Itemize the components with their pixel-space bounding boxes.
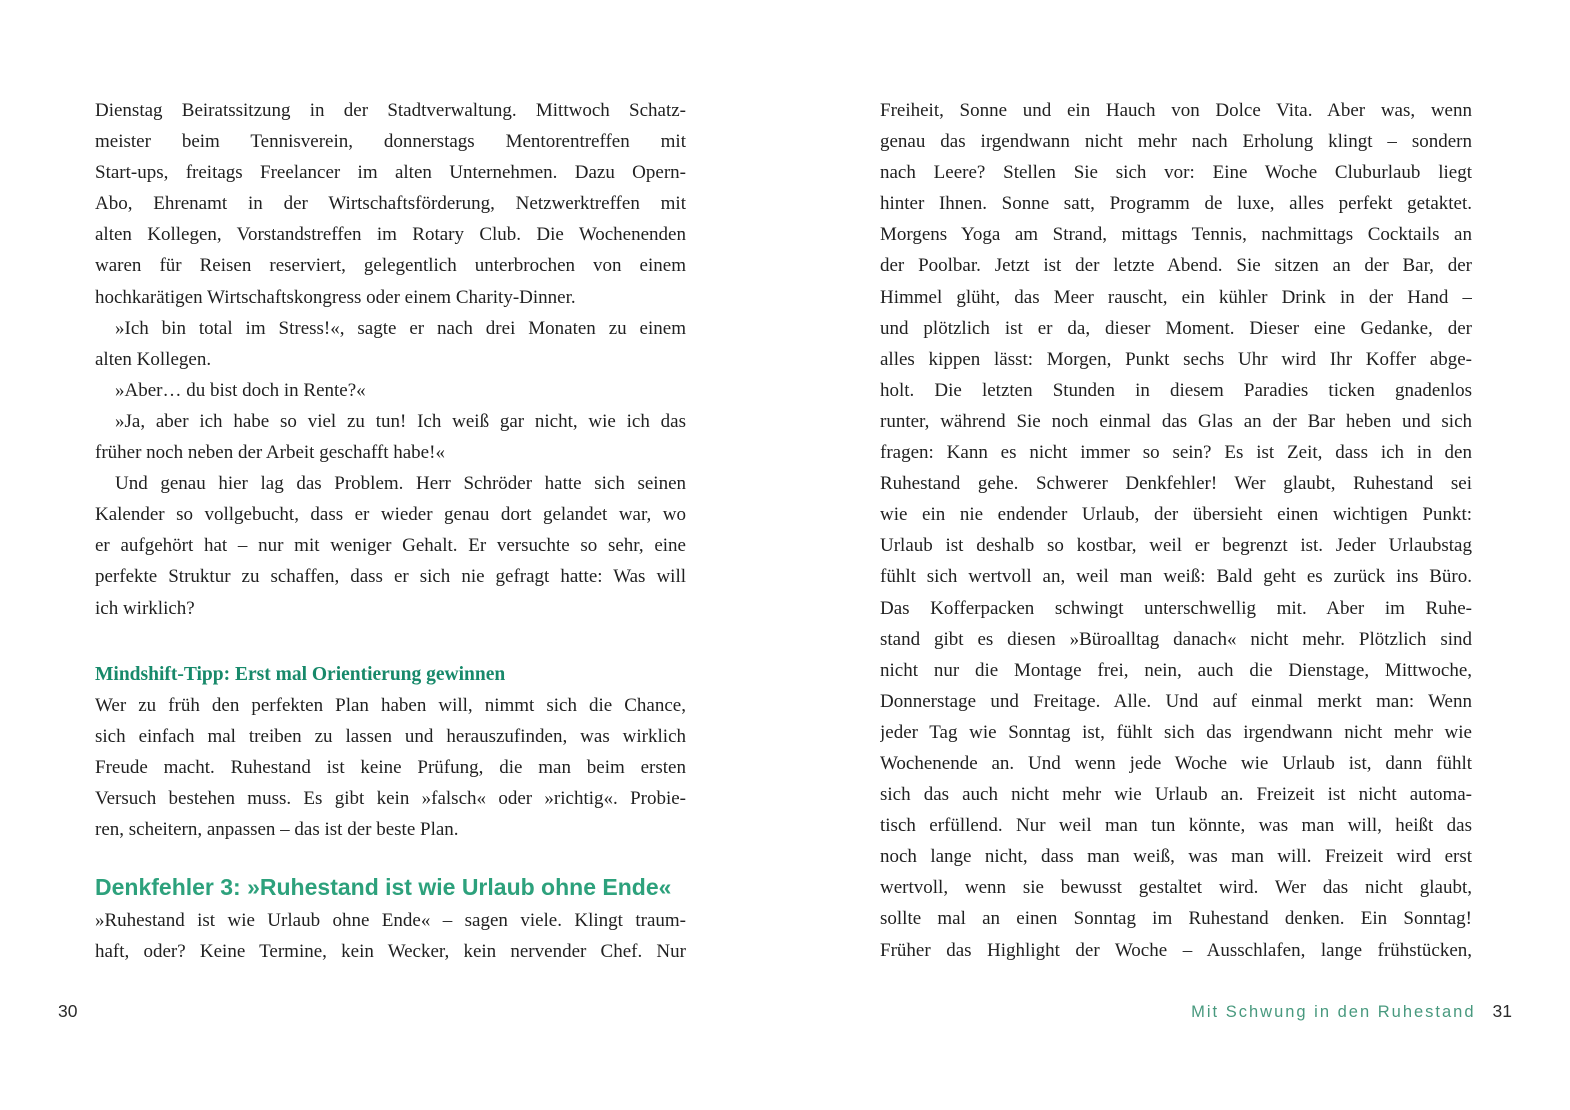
- text-line: Morgens Yoga am Strand, mittags Tennis, nachmittags Cocktails an: [880, 224, 1472, 246]
- text-line: Das Kofferpacken schwingt unterschwellig mit. Aber im Ruhe-: [880, 597, 1472, 619]
- text-line: runter, während Sie noch einmal das Glas an der Bar heben und sich: [880, 410, 1472, 432]
- text-line: »Aber… du bist doch in Rente?«: [115, 379, 366, 401]
- text-line: sich einfach mal treiben zu lassen und herauszufinden, was wirklich: [95, 725, 686, 747]
- text-line: und plötzlich ist er da, dieser Moment. Dieser eine Gedanke, der: [880, 317, 1472, 339]
- text-line: waren für Reisen reserviert, gelegentlich unterbrochen von einem: [95, 255, 686, 277]
- text-line: Freude macht. Ruhestand ist keine Prüfung, die man beim ersten: [95, 756, 686, 778]
- text-line: Kalender so vollgebucht, dass er wieder genau dort gelandet war, wo: [95, 504, 686, 526]
- text-line: Abo, Ehrenamt in der Wirtschaftsförderung, Netzwerktreffen mit: [95, 193, 686, 215]
- text-line: nicht nur die Montage frei, nein, auch die Dienstage, Mittwoche,: [880, 659, 1472, 681]
- text-line: ren, scheitern, anpassen – das ist der beste Plan.: [95, 818, 459, 840]
- text-line: nach Leere? Stellen Sie sich vor: Eine Woche Cluburlaub liegt: [880, 162, 1472, 184]
- text-line: Und genau hier lag das Problem. Herr Schröder hatte sich seinen: [115, 473, 686, 495]
- text-line: perfekte Struktur zu schaffen, dass er sich nie gefragt hatte: Was will: [95, 566, 686, 588]
- text-line: Donnerstage und Freitage. Alle. Und auf einmal merkt man: Wenn: [880, 690, 1472, 712]
- text-line: Start-ups, freitags Freelancer im alten Unternehmen. Dazu Opern-: [95, 162, 686, 184]
- text-line: der Poolbar. Jetzt ist der letzte Abend. Sie sitzen an der Bar, der: [880, 255, 1472, 277]
- text-line: alten Kollegen, Vorstandstreffen im Rotary Club. Die Wochenenden: [95, 224, 686, 246]
- text-line: ich wirklich?: [95, 597, 195, 619]
- text-line: Urlaub ist deshalb so kostbar, weil er begrenzt ist. Jeder Urlaubstag: [880, 535, 1472, 557]
- text-line: fragen: Kann es nicht immer so sein? Es ist Zeit, dass ich in den: [880, 442, 1472, 464]
- right-page-footer: [1191, 1001, 1512, 1022]
- right-page-text-column: [880, 95, 1472, 966]
- text-line: alles kippen lässt: Morgen, Punkt sechs Uhr wird Ihr Koffer abge-: [880, 348, 1472, 370]
- text-line: hinter Ihnen. Sonne satt, Programm de luxe, alles perfekt getaktet.: [880, 193, 1472, 215]
- section-heading: Denkfehler 3: »Ruhestand ist wie Urlaub ohne Ende«: [95, 873, 672, 900]
- running-title: Mit Schwung in den Ruhestand: [1191, 1003, 1476, 1021]
- text-line: sich das auch nicht mehr wie Urlaub an. Freizeit ist nicht automa-: [880, 784, 1472, 806]
- text-line: Dienstag Beiratssitzung in der Stadtverwaltung. Mittwoch Schatz-: [95, 100, 686, 121]
- text-line: Wochenende an. Und wenn jede Woche wie Urlaub ist, dann fühlt: [880, 752, 1472, 774]
- text-line: Wer zu früh den perfekten Plan haben will, nimmt sich die Chance,: [95, 694, 686, 716]
- text-line: »Ja, aber ich habe so viel zu tun! Ich weiß gar nicht, wie ich das: [115, 410, 686, 432]
- text-line: meister beim Tennisverein, donnerstags Mentorentreffen mit: [95, 131, 686, 153]
- text-line: Früher das Highlight der Woche – Ausschlafen, lange frühstücken,: [880, 939, 1472, 961]
- text-line: er aufgehört hat – nur mit weniger Gehalt. Er versuchte so sehr, eine: [95, 535, 686, 557]
- text-line: stand gibt es diesen »Büroalltag danach« nicht mehr. Plötzlich sind: [880, 628, 1472, 650]
- text-line: Himmel glüht, das Meer rauscht, ein kühler Drink in der Hand –: [880, 286, 1472, 308]
- text-line: haft, oder? Keine Termine, kein Wecker, kein nervender Chef. Nur: [95, 940, 686, 962]
- text-line: wie ein nie endender Urlaub, der übersieht einen wichtigen Punkt:: [880, 504, 1472, 526]
- text-line: früher noch neben der Arbeit geschafft habe!«: [95, 442, 445, 464]
- left-page-text-column: [95, 95, 686, 967]
- right-page-number: 31: [1492, 1001, 1512, 1021]
- text-line: jeder Tag wie Sonntag ist, fühlt sich das irgendwann nicht mehr wie: [880, 721, 1472, 743]
- text-line: tisch erfüllend. Nur weil man tun könnte, was man will, heißt das: [880, 815, 1472, 837]
- text-line: sollte mal an einen Sonntag im Ruhestand denken. Ein Sonntag!: [880, 908, 1472, 930]
- text-line: genau das irgendwann nicht mehr nach Erholung klingt – sondern: [880, 131, 1472, 153]
- text-line: Freiheit, Sonne und ein Hauch von Dolce Vita. Aber was, wenn: [880, 100, 1472, 121]
- text-line: Ruhestand gehe. Schwerer Denkfehler! Wer glaubt, Ruhestand sei: [880, 473, 1472, 495]
- tip-subheading: Mindshift-Tipp: Erst mal Orientierung gewinnen: [95, 663, 506, 685]
- text-line: alten Kollegen.: [95, 348, 212, 370]
- text-line: hochkarätigen Wirtschaftskongress oder einem Charity-Dinner.: [95, 286, 576, 308]
- text-line: noch lange nicht, dass man weiß, was man will. Freizeit wird erst: [880, 846, 1472, 868]
- left-page-number: 30: [58, 1001, 78, 1021]
- text-line: fühlt sich wertvoll an, weil man weiß: Bald geht es zurück ins Büro.: [880, 566, 1472, 588]
- text-line: wertvoll, wenn sie bewusst gestaltet wird. Wer das nicht glaubt,: [880, 877, 1472, 899]
- text-line: »Ich bin total im Stress!«, sagte er nach drei Monaten zu einem: [115, 317, 686, 339]
- text-line: Versuch bestehen muss. Es gibt kein »falsch« oder »richtig«. Probie-: [95, 787, 686, 809]
- text-line: »Ruhestand ist wie Urlaub ohne Ende« – sagen viele. Klingt traum-: [95, 909, 686, 931]
- text-line: holt. Die letzten Stunden in diesem Paradies ticken gnadenlos: [880, 379, 1472, 401]
